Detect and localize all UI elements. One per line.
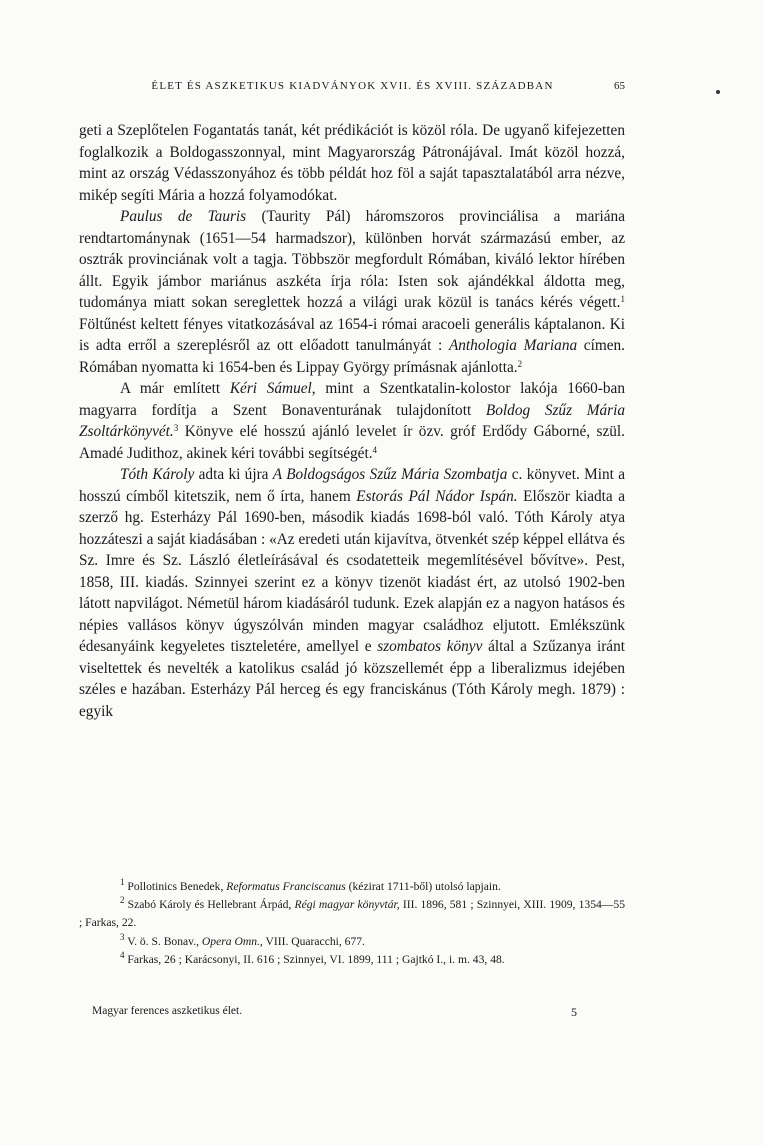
- footnote: [79, 878, 625, 896]
- italic-text: Boldog Szűz Mária Zsoltárkönyvét.: [79, 401, 625, 440]
- footnotes: [79, 878, 625, 969]
- footnote-ref: 4: [120, 949, 125, 960]
- italic-text: szombatos könyv: [377, 638, 483, 655]
- text-run: (Taurity Pál) háromszoros provinciálisa a mariána rendtartománynak (1651—54 harmadszor), különben horvát származású ember, az osztrák provinciának volt a tagja. Többször megfordult Rómában, kiváló lektor hírében állt. Egyik jámbor mariánus aszkéta írja róla: Isten sok ajándékkal áldotta meg, tudománya miatt sokan sereglettek hozzá a világi urak közül is tanács kérés végett.: [79, 208, 625, 311]
- page-number: 65: [614, 80, 625, 92]
- italic-text: Estorás Pál Nádor Ispán.: [356, 487, 518, 505]
- text-run: adta ki újra: [194, 466, 273, 483]
- italic-text: A Boldogságos Szűz Mária Szombatja: [272, 466, 508, 483]
- footnote-ref: 4: [372, 444, 378, 455]
- italic-text: Anthologia Mariana: [448, 337, 578, 354]
- text-run: által a Szűzanya iránt viseltettek és nevelték a katolikus család jó közszellemét épp a liberalizmus idejében széles e hazában. Esterházy Pál herceg és egy franciskánus (Tóth Károly megh. 1879) : egyik: [79, 638, 625, 720]
- text-run: Szabó Károly és Hellebrant Árpád,: [124, 898, 295, 912]
- text-run: geti a Szeplőtelen Fogantatás tanát, két prédikációt is közöl róla. De ugyanő kifejezetten foglalkozik a Boldogasszonnyal, mint Magyarország Pátronájával. Imát közöl hozzá, mint az ország Védasszonyához és több példát hoz föl a saját tapasztalatából arra nézve, mikép segíti Mária a hozzá folyamodókat.: [79, 122, 625, 204]
- margin-speck: [716, 90, 720, 94]
- running-header: [80, 80, 625, 92]
- footnote-ref: 3: [120, 931, 125, 942]
- paragraph: [79, 206, 625, 378]
- footnote-ref: 2: [517, 358, 523, 369]
- main-text: [79, 120, 625, 722]
- text-run: Pollotinics Benedek,: [124, 880, 227, 893]
- footnote: [79, 951, 625, 969]
- italic-text: Opera Omn.,: [201, 934, 263, 948]
- footnote-ref: 1: [120, 877, 125, 887]
- book-title-footer: Magyar ferences aszketikus élet.: [92, 1005, 243, 1017]
- footnote: [79, 933, 625, 951]
- paragraph: [79, 378, 625, 464]
- italic-text: Paulus de Tauris: [120, 208, 247, 225]
- text-run: VIII. Quaracchi, 677.: [262, 934, 365, 948]
- text-run: , mint a Szentkatalin-kolostor lakója 1660-ban magyarra fordítja a Szent Bonaventurának tulajdonított: [79, 380, 625, 419]
- text-run: címen. Rómában nyomatta ki 1654-ben és Lippay György prímásnak ajánlotta.: [79, 337, 626, 376]
- text-run: III. 1896, 581 ; Szinnyei, XIII. 1909, 1354—55 ; Farkas, 22.: [79, 898, 625, 930]
- italic-text: Reformatus Franciscanus: [226, 880, 346, 893]
- text-run: V. ö. S. Bonav.,: [124, 934, 202, 948]
- footnote-ref: 3: [173, 423, 179, 433]
- paragraph: [79, 120, 625, 206]
- italic-text: Tóth Károly: [120, 466, 195, 483]
- italic-text: Régi magyar könyvtár,: [294, 898, 400, 912]
- text-run: Könyve elé hosszú ajánló levelet ír özv. gróf Erdődy Gáborné, szül. Amadé Judithoz, akinek kéri további segítségét.: [79, 423, 625, 462]
- italic-text: Kéri Sámuel: [229, 380, 312, 397]
- text-run: c. könyvet. Mint a hosszú címből kitetszik, nem ő írta, hanem: [79, 466, 625, 505]
- text-run: A már említett: [120, 380, 230, 397]
- footnote-ref: 1: [620, 294, 625, 304]
- signature-mark: 5: [571, 1005, 577, 1019]
- paragraph: [79, 464, 625, 722]
- footnote-ref: 2: [120, 895, 125, 906]
- text-run: Farkas, 26 ; Karácsonyi, II. 616 ; Szinnyei, VI. 1899, 111 ; Gajtkó I., i. m. 43, 48.: [124, 952, 505, 966]
- page-footer: [92, 1005, 577, 1017]
- footnote: [79, 896, 625, 932]
- running-title: ÉLET ÉS ASZKETIKUS KIADVÁNYOK XVII. ÉS XVIII. SZÁZADBAN: [151, 80, 554, 92]
- text-run: Először kiadta a szerző hg. Esterházy Pál 1690-ben, második kiadás 1698-ból való. Tóth Károly atya hozzáteszi a saját kiadásában : «Az eredeti után kijavítva, ötvenkét szép képpel ellátva és Sz. Imre és Sz. László életleírásával és csodatetteik megemlítésével bővítve». Pest, 1858, III. kiadás. Szinnyei szerint ez a könyv tizenöt kiadást ért, az utolsó 1902-ben látott napvilágot. Németül három kiadásáról tudunk. Ezek alapján ez a nagyon hatásos és népies vallásos könyv úgyszólván minden magyar családhoz eljutott. Emlékszünk édesanyáink kegyeletes tiszteletére, amellyel e: [79, 487, 626, 655]
- text-run: (kézirat 1711-ből) utolsó lapjain.: [345, 880, 501, 893]
- text-run: Föltűnést keltett fényes vitatkozásával az 1654-i római aracoeli generális káptalanon. Ki is adta erről a szereplésről az ott előadott tanulmányát :: [79, 315, 625, 354]
